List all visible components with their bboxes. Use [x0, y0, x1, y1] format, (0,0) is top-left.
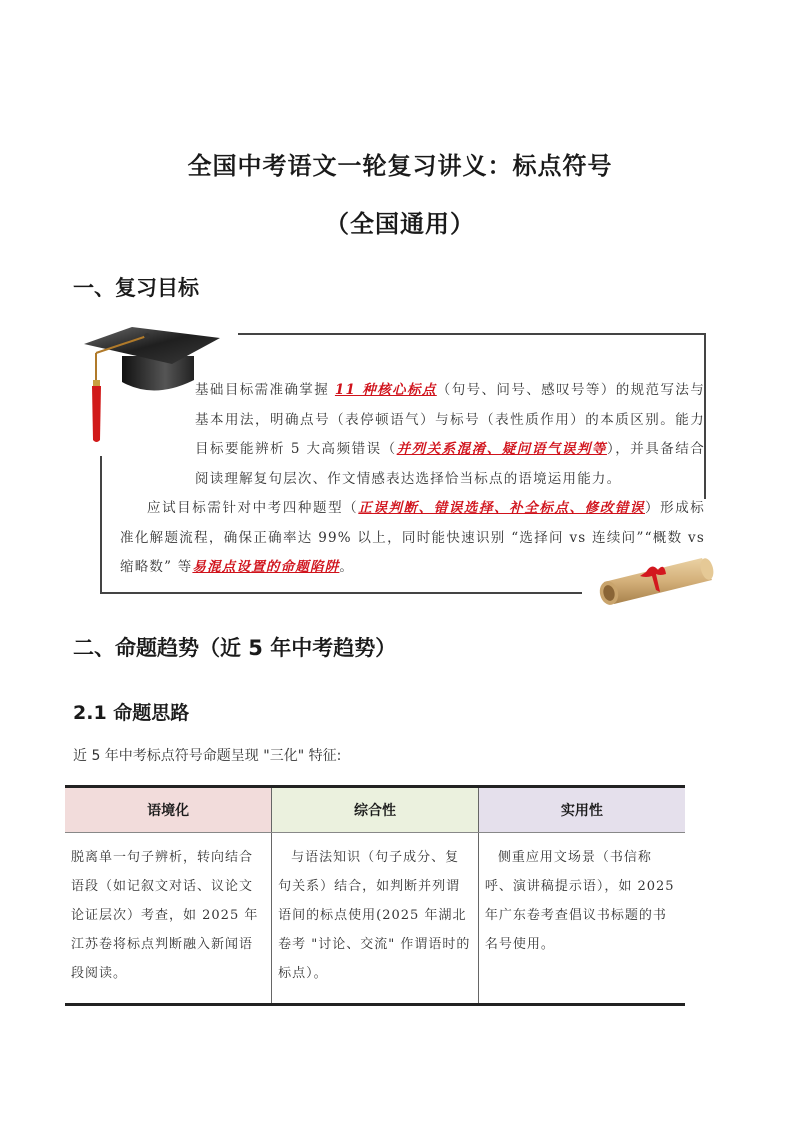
- document-title: 全国中考语文一轮复习讲义：标点符号: [187, 152, 613, 180]
- goal-paragraph-basic: [120, 376, 705, 494]
- section-heading-trends: 二、命题趋势（近 5 年中考趋势）: [73, 636, 397, 660]
- intro-text: 近 5 年中考标点符号命题呈现 "三化" 特征:: [73, 748, 342, 764]
- text-run: ）形成标准化解题流程，确保正确率达 99% 以上，同时能快速识别 “选择问 vs 连续问”“概数 vs 缩略数” 等: [120, 500, 705, 575]
- diploma-scroll-icon: [594, 556, 716, 608]
- subsection-heading-ideas: 2.1 命题思路: [73, 702, 190, 724]
- features-table: [65, 785, 685, 1006]
- header-practical: 实用性: [478, 787, 685, 833]
- table-header-row: [65, 787, 685, 833]
- highlight-question-types: 正误判断、错误选择、补全标点、修改错误: [358, 500, 646, 516]
- header-comprehensive: 综合性: [272, 787, 479, 833]
- document-subtitle: （全国通用）: [325, 210, 475, 238]
- section-heading-review-goals: 一、复习目标: [73, 276, 199, 300]
- text-run: ），并具备结合阅读理解复句层次、作文情感表达选择恰当标点的语境运用能力。: [195, 441, 706, 487]
- cell-contextual: 脱离单一句子辨析，转向结合语段（如记叙文对话、议论文论证层次）考查，如 2025 年江苏卷将标点判断融入新闻语段阅读。: [65, 833, 272, 1005]
- highlight-core-punctuation: 11 种核心标点: [334, 382, 437, 398]
- highlight-question-traps: 易混点设置的命题陷阱: [192, 559, 340, 575]
- cell-comprehensive: 与语法知识（句子成分、复句关系）结合，如判断并列谓语间的标点使用(2025 年湖北卷考 "讨论、交流" 作谓语时的标点）。: [272, 833, 479, 1005]
- header-contextual: 语境化: [65, 787, 272, 833]
- table-row: [65, 833, 685, 1005]
- text-run: 应试目标需针对中考四种题型（: [147, 500, 359, 516]
- text-run: 基础目标需准确掌握: [195, 382, 335, 398]
- cell-practical: 侧重应用文场景（书信称呼、演讲稿提示语），如 2025 年广东卷考查倡议书标题的书名号使用。: [478, 833, 685, 1005]
- text-run: （句号、问号、感叹号等）的规范写法与基本用法，明确点号（表停顿语气）与标号（表性质作用）的本质区别。能力目标要能辨析 5 大高频错误（: [195, 382, 705, 457]
- text-run: 。: [339, 559, 355, 575]
- goal-box-text: [120, 376, 705, 583]
- highlight-frequent-errors: 并列关系混淆、疑问语气误判等: [396, 441, 607, 457]
- goal-box-border-top: [238, 333, 706, 335]
- goal-box-border-left: [100, 456, 102, 594]
- goal-box-border-bottom: [100, 592, 582, 594]
